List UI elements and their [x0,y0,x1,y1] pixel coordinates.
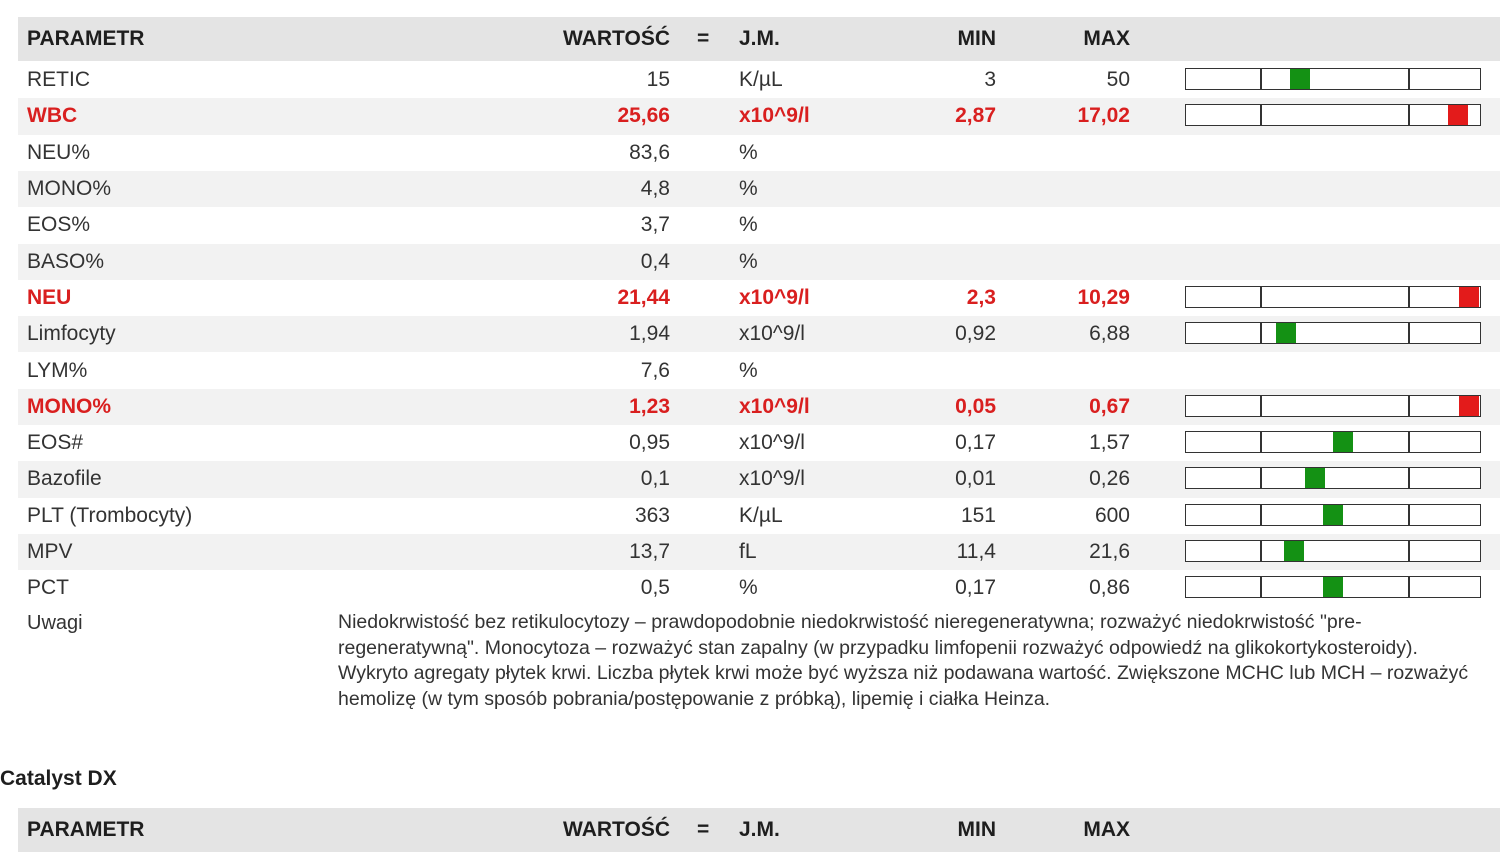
range-divider-high [1408,69,1410,89]
param-unit: % [739,140,758,164]
range-divider-high [1408,432,1410,452]
header-max: MAX [1083,818,1130,841]
range-indicator [1185,431,1481,453]
range-indicator [1185,68,1481,90]
range-divider-high [1408,505,1410,525]
param-name: PCT [27,576,69,600]
table-row [18,316,1500,352]
header-param: PARAMETR [27,818,145,841]
table-row [18,98,1500,134]
param-name: MONO% [27,177,111,201]
param-unit: fL [739,540,757,564]
range-indicator [1185,576,1481,598]
table-row [18,461,1500,497]
table-row [18,171,1500,207]
param-name: EOS% [27,213,91,237]
table-row [18,62,1500,98]
table-header-2 [18,808,1500,852]
param-unit: % [739,177,758,201]
param-max: 600 [1094,503,1130,527]
table-row [18,389,1500,425]
header-eq: = [697,818,710,841]
param-unit: x10^9/l [739,467,805,491]
range-indicator [1185,104,1481,126]
range-marker [1448,105,1468,125]
param-name: PLT (Trombocyty) [27,503,193,527]
param-name: EOS# [27,431,84,455]
param-value: 0,95 [629,431,670,455]
range-marker [1323,577,1343,597]
range-divider-low [1260,541,1262,561]
header-max: MAX [1083,27,1130,50]
param-value: 25,66 [617,104,670,128]
range-marker [1333,432,1353,452]
table-header [18,17,1500,61]
table-row [18,135,1500,171]
header-value: WARTOŚĆ [563,27,670,50]
param-max: 6,88 [1089,322,1130,346]
param-max: 0,67 [1089,394,1130,418]
range-divider-low [1260,432,1262,452]
header-eq: = [697,27,710,50]
param-max: 50 [1106,68,1130,92]
param-unit: K/µL [739,503,783,527]
param-min: 11,4 [956,540,996,564]
param-min: 0,17 [955,576,996,600]
param-unit: % [739,213,758,237]
table-row [18,498,1500,534]
param-value: 363 [634,503,670,527]
param-name: MONO% [27,394,111,418]
param-value: 15 [646,68,670,92]
param-value: 13,7 [629,540,670,564]
header-param: PARAMETR [27,27,145,50]
param-unit: x10^9/l [739,431,805,455]
param-max: 0,86 [1089,576,1130,600]
param-value: 83,6 [629,140,670,164]
param-value: 0,1 [640,467,670,491]
param-name: BASO% [27,249,105,273]
param-value: 7,6 [640,358,670,382]
range-divider-high [1408,541,1410,561]
param-name: NEU% [27,140,91,164]
param-min: 0,01 [955,467,996,491]
param-max: 21,6 [1089,540,1130,564]
param-unit: K/µL [739,68,783,92]
notes-text: Niedokrwistość bez retikulocytozy – prawdopodobnie niedokrwistość nieregeneratywna; rozważyć niedokrwistość "pre-regeneratywną". Monocytoza – rozważyć stan zapalny (w przypadku limfopenii rozważyć odpowiedź na glikokortykosteroidy). Wykryto agregaty płytek krwi. Liczba płytek krwi może być wyższa niż podawana wartość. Zwiększone MCHC lub MCH – rozważyć hemolizę (w tym sposób pobrania/postępowanie z próbką), lipemię i ciałka Heinza. [338,611,1469,710]
header-min: MIN [957,818,996,841]
table-row [18,570,1500,606]
range-marker [1276,323,1296,343]
param-max: 1,57 [1089,431,1130,455]
table-row [18,244,1500,280]
param-value: 4,8 [640,177,670,201]
param-max: 0,26 [1089,467,1130,491]
range-indicator [1185,286,1481,308]
header-min: MIN [957,27,996,50]
header-unit: J.M. [739,818,780,841]
range-divider-high [1408,287,1410,307]
range-divider-high [1408,468,1410,488]
param-value: 3,7 [640,213,670,237]
param-value: 0,4 [640,249,670,273]
range-divider-low [1260,323,1262,343]
range-indicator [1185,504,1481,526]
param-name: Bazofile [27,467,102,491]
param-name: RETIC [27,68,90,92]
range-divider-high [1408,577,1410,597]
range-divider-high [1408,105,1410,125]
range-indicator [1185,322,1481,344]
param-max: 17,02 [1077,104,1130,128]
range-divider-low [1260,396,1262,416]
param-min: 0,92 [955,322,996,346]
range-marker [1290,69,1310,89]
table-row [18,280,1500,316]
range-marker [1284,541,1304,561]
range-divider-low [1260,577,1262,597]
param-unit: % [739,249,758,273]
range-marker [1459,396,1479,416]
param-unit: x10^9/l [739,394,810,418]
range-indicator [1185,540,1481,562]
param-unit: x10^9/l [739,285,810,309]
table-row [18,425,1500,461]
param-unit: x10^9/l [739,322,805,346]
range-marker [1459,287,1479,307]
param-name: LYM% [27,358,88,382]
range-marker [1305,468,1325,488]
param-name: MPV [27,540,73,564]
range-divider-low [1260,69,1262,89]
param-min: 0,05 [955,394,996,418]
range-divider-low [1260,105,1262,125]
param-unit: x10^9/l [739,104,810,128]
range-marker [1323,505,1343,525]
section-title: Catalyst DX [0,767,117,790]
param-min: 3 [984,68,996,92]
param-value: 21,44 [617,285,670,309]
param-name: Limfocyty [27,322,116,346]
param-min: 2,87 [955,104,996,128]
param-unit: % [739,576,758,600]
param-max: 10,29 [1077,285,1130,309]
range-divider-low [1260,287,1262,307]
range-divider-low [1260,505,1262,525]
param-value: 1,23 [629,394,670,418]
param-unit: % [739,358,758,382]
param-name: WBC [27,104,78,128]
table-row [18,207,1500,243]
range-divider-low [1260,468,1262,488]
param-min: 151 [960,503,996,527]
header-unit: J.M. [739,27,780,50]
table-row [18,352,1500,388]
param-value: 0,5 [640,576,670,600]
table-row [18,534,1500,570]
param-min: 0,17 [955,431,996,455]
range-divider-high [1408,323,1410,343]
range-divider-high [1408,396,1410,416]
notes-label: Uwagi [27,612,83,634]
range-indicator [1185,467,1481,489]
header-value: WARTOŚĆ [563,818,670,841]
param-value: 1,94 [629,322,670,346]
range-indicator [1185,395,1481,417]
param-name: NEU [27,285,72,309]
param-min: 2,3 [966,285,996,309]
